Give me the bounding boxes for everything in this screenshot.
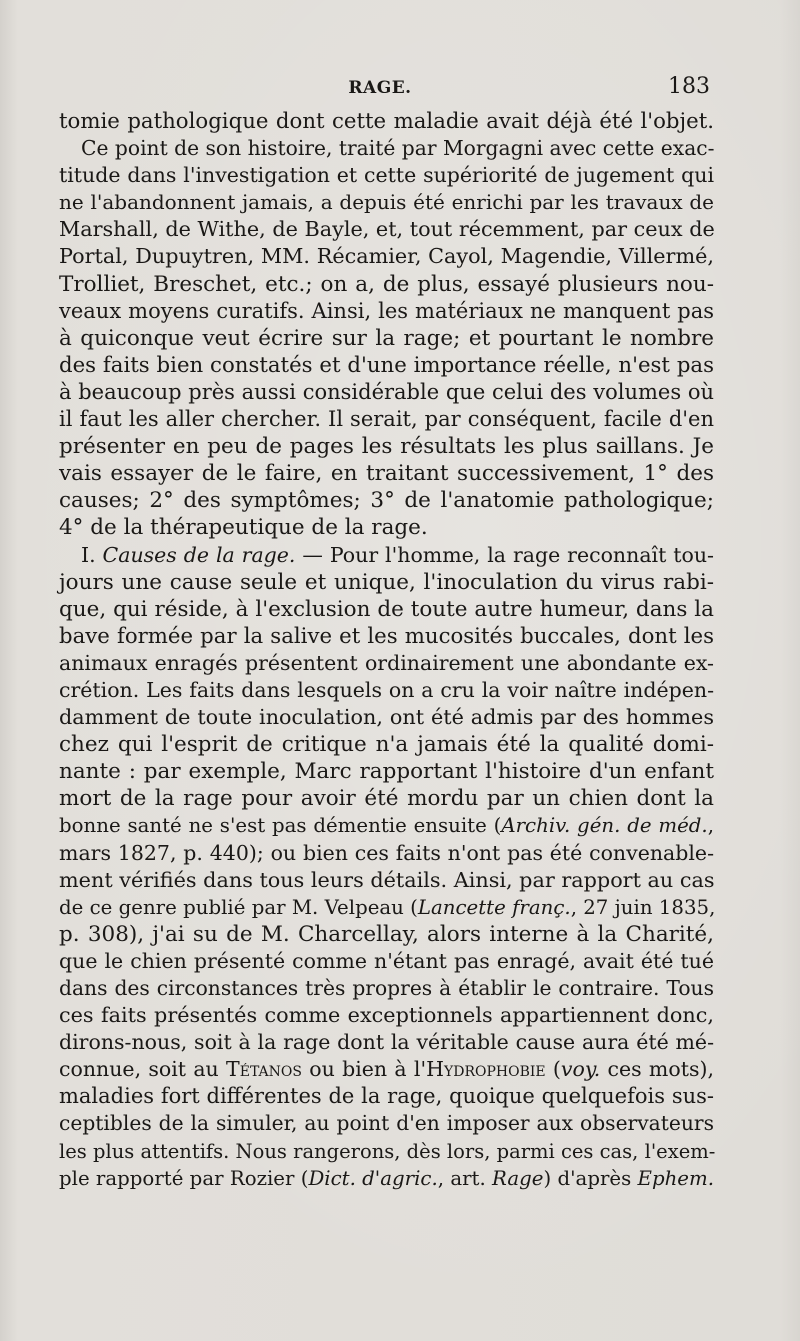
- citation-italic: voy.: [560, 1057, 601, 1082]
- body-text: [59, 108, 714, 1192]
- text-line: maladies fort différentes de la rage, quoique quelquefois sus-: [59, 1084, 714, 1109]
- text-line: Marshall, de Withe, de Bayle, et, tout récemment, par ceux de: [59, 217, 715, 242]
- text-line: ces faits présentés comme exceptionnels appartiennent donc,: [59, 1003, 714, 1028]
- text-line: chez qui l'esprit de critique n'a jamais été la qualité domi-: [59, 732, 714, 758]
- small-caps-term: Tétanos: [226, 1057, 302, 1082]
- section-title: Causes de la rage.: [102, 542, 296, 567]
- text-line: dirons-nous, soit à la rage dont la véritable cause aura été mé-: [59, 1030, 714, 1055]
- text-line: connue, soit au Tétanos ou bien à l'Hydrophobie (voy. ces mots),: [59, 1057, 714, 1082]
- text-line: animaux enragés présentent ordinairement une abondante ex-: [59, 650, 714, 675]
- text-line: nante : par exemple, Marc rapportant l'histoire d'un enfant: [59, 759, 714, 785]
- text-line: jours une cause seule et unique, l'inoculation du virus rabi-: [59, 569, 714, 595]
- text-line: p. 308), j'ai su de M. Charcellay, alors interne à la Charité,: [59, 921, 714, 947]
- text-line: Trolliet, Breschet, etc.; on a, de plus, essayé plusieurs nou-: [59, 271, 714, 297]
- text-line: il faut les aller chercher. Il serait, par conséquent, facile d'en: [59, 407, 714, 432]
- citation-italic: Lancette franç.: [417, 895, 571, 919]
- text-line: titude dans l'investigation et cette supériorité de jugement qui: [59, 163, 714, 188]
- running-title: RAGE.: [348, 78, 412, 98]
- citation-italic: Dict. d'agric.: [308, 1166, 438, 1190]
- page-header: [0, 74, 800, 102]
- text-line: Portal, Dupuytren, MM. Récamier, Cayol, Magendie, Villermé,: [59, 244, 714, 269]
- text-line: les plus attentifs. Nous rangerons, dès lors, parmi ces cas, l'exem-: [59, 1139, 716, 1163]
- text-line: des faits bien constatés et d'une importance réelle, n'est pas: [59, 352, 714, 378]
- text-line: ple rapporté par Rozier (Dict. d'agric., art. Rage) d'après Ephem.: [59, 1166, 715, 1190]
- text-line: causes; 2° des symptômes; 3° de l'anatomie pathologique;: [59, 488, 714, 514]
- text-line: que, qui réside, à l'exclusion de toute autre humeur, dans la: [59, 596, 714, 622]
- citation-italic: Ephem.: [637, 1166, 715, 1190]
- page-number: 183: [668, 74, 710, 99]
- text-line: présenter en peu de pages les résultats les plus saillans. Je: [59, 434, 714, 460]
- text-line: ceptibles de la simuler, au point d'en imposer aux observateurs: [59, 1111, 714, 1136]
- text-line: dans des circonstances très propres à établir le contraire. Tous: [59, 976, 714, 1000]
- text-line: bave formée par la salive et les mucosités buccales, dont les: [59, 623, 714, 649]
- text-line: vais essayer de le faire, en traitant successivement, 1° des: [59, 461, 714, 487]
- section-heading-line: I. Causes de la rage. — Pour l'homme, la rage reconnaît tou-: [81, 542, 714, 567]
- text-line: Ce point de son histoire, traité par Morgagni avec cette exac-: [81, 136, 715, 161]
- text-line: 4° de la thérapeutique de la rage.: [59, 515, 428, 541]
- text-line: ment vérifiés dans tous leurs détails. Ainsi, par rapport au cas: [59, 867, 715, 892]
- text-line: damment de toute inoculation, ont été admis par des hommes: [59, 705, 714, 730]
- citation-italic: Archiv. gén. de méd.: [501, 814, 708, 838]
- text-line: à beaucoup près aussi considérable que celui des volumes où: [59, 379, 714, 404]
- small-caps-term: Hydrophobie: [426, 1057, 546, 1082]
- text-line: à quiconque veut écrire sur la rage; et pourtant le nombre: [59, 325, 714, 351]
- text-line: mort de la rage pour avoir été mordu par un chien dont la: [59, 786, 714, 812]
- citation-italic: Rage: [492, 1166, 544, 1190]
- text-line: ne l'abandonnent jamais, a depuis été enrichi par les travaux de: [59, 190, 714, 215]
- text-line: bonne santé ne s'est pas démentie ensuite (Archiv. gén. de méd.,: [59, 814, 714, 838]
- text-line: que le chien présenté comme n'étant pas enragé, avait été tué: [59, 948, 714, 973]
- text-line: tomie pathologique dont cette maladie avait déjà été l'objet.: [59, 109, 714, 134]
- text-line: de ce genre publié par M. Velpeau (Lancette franç., 27 juin 1835,: [59, 895, 716, 919]
- text-line: mars 1827, p. 440); ou bien ces faits n'ont pas été convenable-: [59, 840, 714, 865]
- text-line: crétion. Les faits dans lesquels on a cru la voir naître indépen-: [59, 677, 714, 702]
- text-line: veaux moyens curatifs. Ainsi, les matériaux ne manquent pas: [59, 298, 714, 323]
